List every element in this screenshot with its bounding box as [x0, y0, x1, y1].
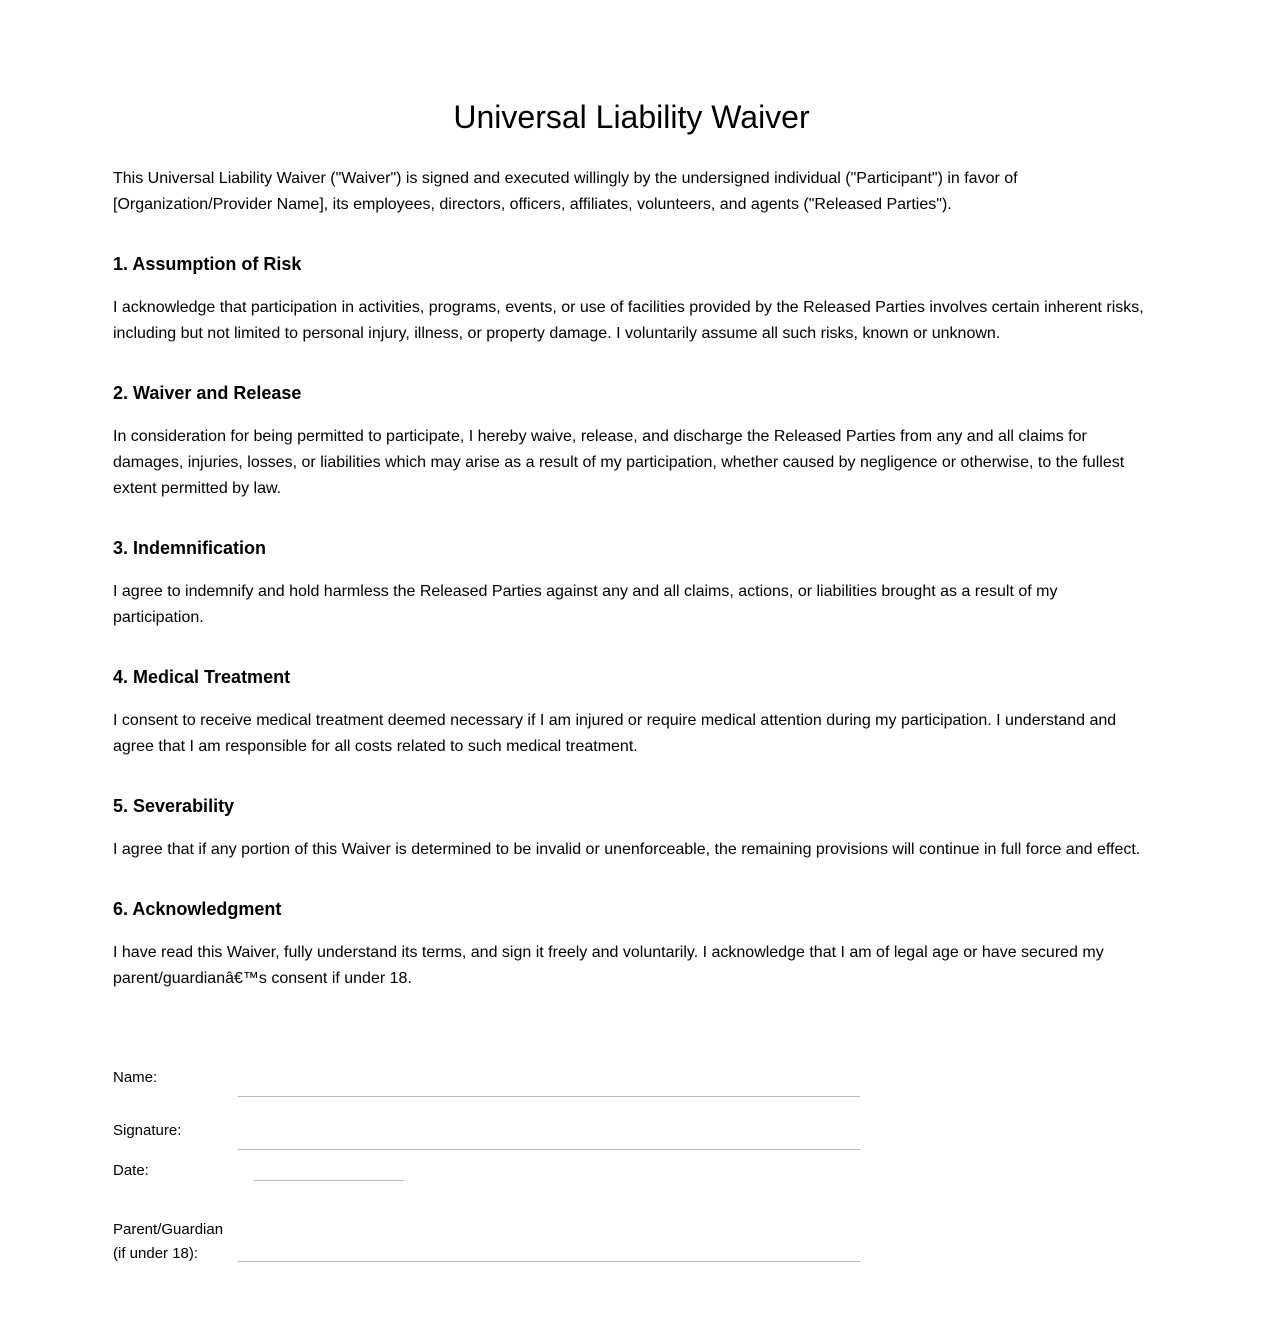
section-severability — [113, 795, 1150, 863]
section-acknowledgment — [113, 898, 1150, 992]
section-body: I agree that if any portion of this Waiver is determined to be invalid or unenforceable, the remaining provisions will continue in full force and effect. — [113, 841, 1141, 858]
section-heading: 3. Indemnification — [113, 538, 267, 558]
section-medical-treatment — [113, 666, 1150, 760]
name-label: Name: — [113, 1069, 158, 1086]
section-body: I acknowledge that participation in activities, programs, events, or use of facilities provided by the Released Parties involves certain inherent risks, including but not limited to personal injury, illness, or property damage. I voluntarily assume all such risks, known or unknown. — [113, 299, 1144, 342]
guardian-label-sub: (if under 18): — [113, 1245, 199, 1262]
section-body: I agree to indemnify and hold harmless the Released Parties against any and all claims, actions, or liabilities brought as a result of my participation. — [113, 583, 1058, 626]
date-field[interactable] — [254, 1170, 404, 1181]
name-field[interactable] — [238, 1086, 860, 1097]
section-heading: 1. Assumption of Risk — [113, 254, 302, 274]
signature-block — [113, 1052, 1150, 1312]
section-indemnification — [113, 537, 1150, 631]
section-heading: 4. Medical Treatment — [113, 667, 291, 687]
section-body: In consideration for being permitted to participate, I hereby waive, release, and discharge the Released Parties from any and all claims for damages, injuries, losses, or liabilities which may arise as a result of my participation, whether caused by negligence or otherwise, to the fullest extent permitted by law. — [113, 428, 1125, 497]
intro-paragraph: This Universal Liability Waiver ("Waiver") is signed and executed willingly by the undersigned individual ("Participant") in favor of [Organization/Provider Name], its employees, directors, officers, affiliates, volunteers, and agents ("Released Parties"). — [113, 170, 1018, 213]
section-heading: 2. Waiver and Release — [113, 383, 302, 403]
guardian-signature-field[interactable] — [238, 1251, 860, 1262]
signature-label: Signature: — [113, 1122, 182, 1139]
date-label: Date: — [113, 1162, 149, 1179]
section-heading: 5. Severability — [113, 796, 235, 816]
section-waiver-and-release — [113, 382, 1150, 502]
guardian-label: Parent/Guardian — [113, 1221, 224, 1238]
section-assumption-of-risk — [113, 253, 1150, 347]
page-title: Universal Liability Waiver — [453, 99, 810, 135]
section-body: I consent to receive medical treatment deemed necessary if I am injured or require medical attention during my participation. I understand and agree that I am responsible for all costs related to such medical treatment. — [113, 712, 1117, 755]
section-heading: 6. Acknowledgment — [113, 899, 282, 919]
signature-field[interactable] — [238, 1139, 860, 1150]
section-body: I have read this Waiver, fully understand its terms, and sign it freely and voluntarily. I acknowledge that I am of legal age or have secured my parent/guardianâ€™s consent if under 18. — [113, 944, 1104, 987]
